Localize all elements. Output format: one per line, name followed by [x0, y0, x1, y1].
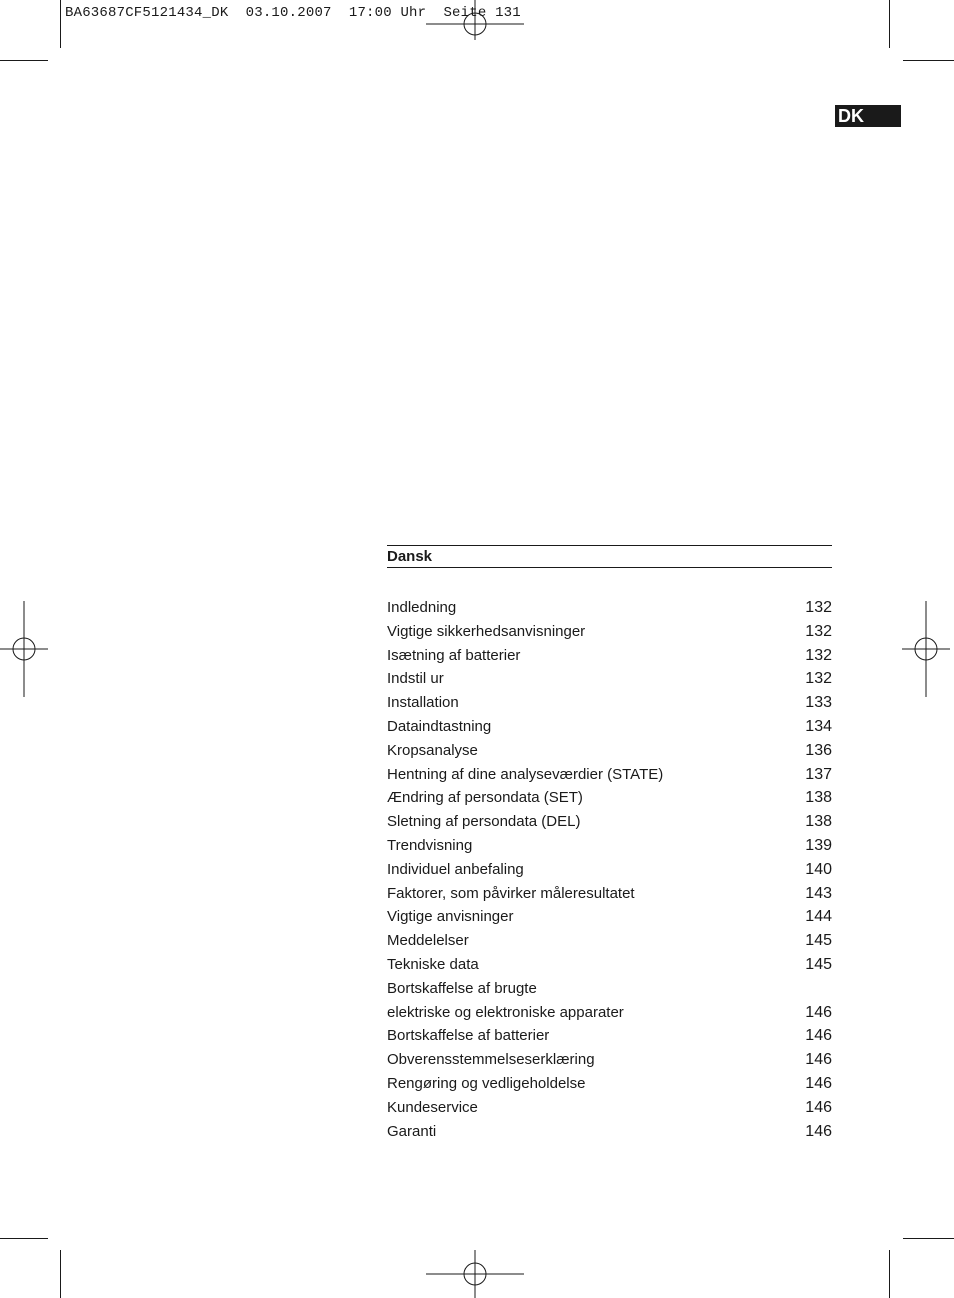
toc-entry-title: Installation [387, 694, 459, 712]
toc-entry-page: 146 [805, 1003, 832, 1021]
crop-mark [889, 1250, 890, 1298]
toc-entry [387, 1048, 832, 1072]
table-of-contents [387, 545, 832, 1143]
toc-entry [387, 810, 832, 834]
registration-mark-top [426, 0, 524, 40]
toc-entry-title: Faktorer, som påvirker måleresultatet [387, 884, 635, 902]
toc-entry [387, 644, 832, 668]
crop-mark [0, 1238, 48, 1239]
toc-entry-page: 137 [805, 765, 832, 783]
toc-entry-page: 139 [805, 836, 832, 854]
toc-entry-title: Garanti [387, 1122, 437, 1140]
toc-entry [387, 739, 832, 763]
toc-entry [387, 1096, 832, 1120]
toc-entry [387, 834, 832, 858]
toc-entry-title: Rengøring og vedligeholdelse [387, 1074, 586, 1092]
toc-entry-page: 145 [805, 932, 832, 950]
toc-entry-page: 132 [805, 622, 832, 640]
toc-entry [387, 1024, 832, 1048]
toc-entry [387, 691, 832, 715]
toc-entry [387, 977, 832, 1001]
crop-mark [889, 0, 890, 48]
toc-list [387, 596, 832, 1143]
toc-entry [387, 620, 832, 644]
toc-entry [387, 858, 832, 882]
toc-entry-page: 138 [805, 789, 832, 807]
registration-mark-bottom [426, 1250, 524, 1298]
toc-entry-title: Isætning af batterier [387, 646, 521, 664]
toc-entry-page: 146 [805, 1051, 832, 1069]
toc-heading: Dansk [387, 545, 832, 568]
toc-entry-title: Vigtige anvisninger [387, 908, 514, 926]
toc-entry-page: 132 [805, 646, 832, 664]
toc-entry-page: 140 [805, 860, 832, 878]
toc-entry [387, 667, 832, 691]
toc-entry-title: Ændring af persondata (SET) [387, 789, 583, 807]
toc-entry-title: Indledning [387, 599, 457, 616]
toc-entry-page: 132 [805, 670, 832, 688]
toc-entry [387, 786, 832, 810]
toc-entry-page: 134 [805, 717, 832, 735]
toc-entry-page: 144 [805, 908, 832, 926]
toc-entry-title: Sletning af persondata (DEL) [387, 813, 581, 831]
crop-mark [60, 0, 61, 48]
toc-entry-page: 143 [805, 884, 832, 902]
toc-entry [387, 1120, 832, 1144]
crop-mark [0, 60, 48, 61]
toc-entry-title: Vigtige sikkerhedsanvisninger [387, 622, 586, 640]
crop-mark [903, 60, 954, 61]
toc-entry-title: Indstil ur [387, 670, 444, 688]
toc-entry-page: 146 [805, 1074, 832, 1092]
toc-entry [387, 596, 832, 620]
toc-entry-title: Bortskaffelse af brugte [387, 979, 537, 997]
registration-mark-right [902, 601, 950, 697]
toc-entry [387, 763, 832, 787]
toc-entry-page: 146 [805, 1122, 832, 1140]
toc-entry [387, 929, 832, 953]
toc-entry [387, 1072, 832, 1096]
toc-entry-title: Trendvisning [387, 836, 473, 854]
crop-mark [60, 1250, 61, 1298]
toc-entry-page: 132 [805, 599, 832, 616]
toc-entry-page: 138 [805, 813, 832, 831]
toc-entry [387, 1001, 832, 1025]
crop-mark [903, 1238, 954, 1239]
toc-entry-title: Obverensstemmelseserklæring [387, 1051, 595, 1069]
toc-entry-page: 146 [805, 1027, 832, 1045]
toc-entry [387, 882, 832, 906]
toc-entry-title: Hentning af dine analyseværdier (STATE) [387, 765, 664, 783]
toc-entry-title: elektriske og elektroniske apparater [387, 1003, 624, 1021]
toc-entry-page: 136 [805, 741, 832, 759]
toc-entry-page [792, 977, 832, 1001]
toc-entry-page: 133 [805, 694, 832, 712]
toc-entry-title: Bortskaffelse af batterier [387, 1027, 550, 1045]
print-slug: BA63687CF5121434_DK 03.10.2007 17:00 Uhr Seite 131 [65, 5, 521, 21]
language-tab: DK [835, 105, 901, 127]
toc-entry-title: Tekniske data [387, 955, 479, 973]
toc-entry [387, 905, 832, 929]
toc-entry-title: Individuel anbefaling [387, 860, 524, 878]
toc-entry-title: Dataindtastning [387, 717, 492, 735]
toc-entry-page: 145 [805, 955, 832, 973]
toc-entry-title: Meddelelser [387, 932, 469, 950]
toc-entry [387, 715, 832, 739]
toc-entry-title: Kundeservice [387, 1098, 478, 1116]
toc-entry [387, 953, 832, 977]
toc-entry-page: 146 [805, 1098, 832, 1116]
registration-mark-left [0, 601, 48, 697]
toc-entry-title: Kropsanalyse [387, 741, 478, 759]
